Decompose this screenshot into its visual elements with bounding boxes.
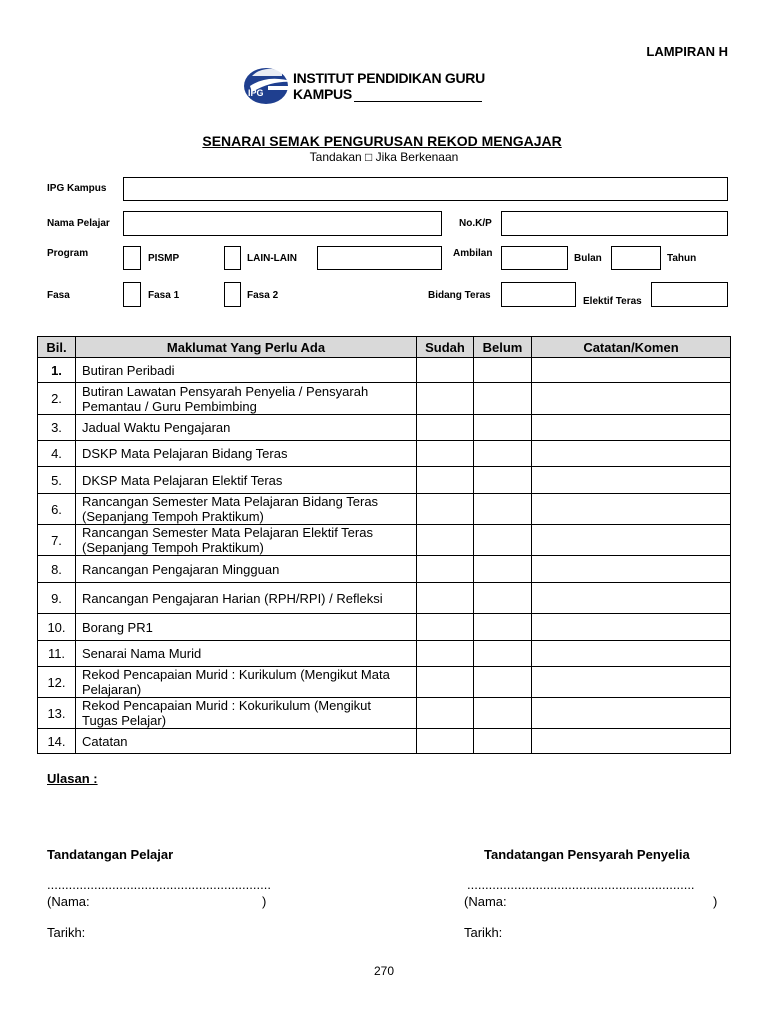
tarikh-penyelia-label: Tarikh: bbox=[464, 925, 503, 940]
row-text: Rancangan Semester Mata Pelajaran Elektif Teras (Sepanjang Tempoh Praktikum) bbox=[76, 525, 417, 556]
table-row bbox=[38, 494, 731, 525]
row-text: Rancangan Semester Mata Pelajaran Bidang Teras (Sepanjang Tempoh Praktikum) bbox=[76, 494, 417, 525]
sudah-cell[interactable] bbox=[417, 441, 474, 467]
nama-pelajar-label: (Nama: bbox=[47, 894, 90, 909]
belum-cell[interactable] bbox=[474, 583, 532, 614]
row-text: DSKP Mata Pelajaran Bidang Teras bbox=[76, 441, 417, 467]
row-text: Borang PR1 bbox=[76, 614, 417, 641]
signature-penyelia-dots[interactable]: ............................................................... bbox=[467, 877, 695, 892]
fasa2-checkbox[interactable] bbox=[224, 282, 241, 307]
catatan-cell[interactable] bbox=[532, 614, 731, 641]
label-nama-pelajar: Nama Pelajar bbox=[47, 218, 110, 229]
table-row bbox=[38, 383, 731, 415]
row-text: Rekod Pencapaian Murid : Kurikulum (Mengikut Mata Pelajaran) bbox=[76, 667, 417, 698]
label-bulan: Bulan bbox=[574, 253, 602, 264]
header-maklumat: Maklumat Yang Perlu Ada bbox=[76, 337, 417, 358]
table-row bbox=[38, 415, 731, 441]
row-number: 7. bbox=[38, 525, 76, 556]
row-text: DKSP Mata Pelajaran Elektif Teras bbox=[76, 467, 417, 494]
row-number: 4. bbox=[38, 441, 76, 467]
table-row bbox=[38, 441, 731, 467]
row-text: Butiran Lawatan Pensyarah Penyelia / Pensyarah Pemantau / Guru Pembimbing bbox=[76, 383, 417, 415]
row-number: 11. bbox=[38, 641, 76, 667]
sudah-cell[interactable] bbox=[417, 583, 474, 614]
row-number: 5. bbox=[38, 467, 76, 494]
label-pismp: PISMP bbox=[148, 253, 180, 264]
sudah-cell[interactable] bbox=[417, 494, 474, 525]
row-number: 10. bbox=[38, 614, 76, 641]
belum-cell[interactable] bbox=[474, 415, 532, 441]
row-number: 12. bbox=[38, 667, 76, 698]
catatan-cell[interactable] bbox=[532, 729, 731, 754]
header-belum: Belum bbox=[474, 337, 532, 358]
belum-cell[interactable] bbox=[474, 667, 532, 698]
kampus-blank[interactable] bbox=[354, 89, 482, 102]
table-row bbox=[38, 698, 731, 729]
label-no-kp: No.K/P bbox=[459, 218, 492, 229]
belum-cell[interactable] bbox=[474, 494, 532, 525]
table-row bbox=[38, 614, 731, 641]
catatan-cell[interactable] bbox=[532, 383, 731, 415]
label-ambilan: Ambilan bbox=[453, 248, 493, 259]
signature-pelajar-dots[interactable]: .............................................................. bbox=[47, 877, 271, 892]
signature-pelajar-title: Tandatangan Pelajar bbox=[47, 847, 174, 862]
belum-cell[interactable] bbox=[474, 614, 532, 641]
catatan-cell[interactable] bbox=[532, 698, 731, 729]
row-number: 14. bbox=[38, 729, 76, 754]
sudah-cell[interactable] bbox=[417, 383, 474, 415]
sudah-cell[interactable] bbox=[417, 698, 474, 729]
label-elektif-teras: Elektif Teras bbox=[583, 296, 642, 307]
table-row bbox=[38, 358, 731, 383]
sudah-cell[interactable] bbox=[417, 641, 474, 667]
table-header-row bbox=[38, 337, 731, 358]
label-bidang-teras: Bidang Teras bbox=[428, 290, 491, 301]
ipg-kampus-field[interactable] bbox=[123, 177, 728, 201]
label-tahun: Tahun bbox=[667, 253, 697, 264]
catatan-cell[interactable] bbox=[532, 415, 731, 441]
kampus-line bbox=[293, 86, 482, 102]
nama-penyelia-close: ) bbox=[713, 894, 718, 909]
bulan-field[interactable] bbox=[611, 246, 661, 270]
label-lain-lain: LAIN-LAIN bbox=[247, 253, 297, 264]
row-number: 1. bbox=[38, 358, 76, 383]
nama-penyelia-label: (Nama: bbox=[464, 894, 507, 909]
row-text: Rancangan Pengajaran Harian (RPH/RPI) / Refleksi bbox=[76, 583, 417, 614]
sudah-cell[interactable] bbox=[417, 614, 474, 641]
catatan-cell[interactable] bbox=[532, 583, 731, 614]
lain-lain-checkbox[interactable] bbox=[224, 246, 241, 270]
table-row bbox=[38, 467, 731, 494]
ambilan-field[interactable] bbox=[501, 246, 568, 270]
belum-cell[interactable] bbox=[474, 525, 532, 556]
kampus-label: KAMPUS bbox=[293, 86, 352, 102]
catatan-cell[interactable] bbox=[532, 441, 731, 467]
ulasan-label: Ulasan : bbox=[47, 771, 98, 786]
label-program: Program bbox=[47, 248, 89, 259]
belum-cell[interactable] bbox=[474, 467, 532, 494]
no-kp-field[interactable] bbox=[501, 211, 728, 236]
pismp-checkbox[interactable] bbox=[123, 246, 141, 270]
row-number: 13. bbox=[38, 698, 76, 729]
row-number: 9. bbox=[38, 583, 76, 614]
fasa1-checkbox[interactable] bbox=[123, 282, 141, 307]
row-number: 3. bbox=[38, 415, 76, 441]
row-text: Rancangan Pengajaran Mingguan bbox=[76, 556, 417, 583]
label-ipg-kampus: IPG Kampus bbox=[47, 183, 107, 194]
nama-pelajar-field[interactable] bbox=[123, 211, 442, 236]
logo-text: IPG bbox=[248, 88, 264, 98]
label-fasa1: Fasa 1 bbox=[148, 290, 180, 301]
header-catatan: Catatan/Komen bbox=[532, 337, 731, 358]
row-number: 6. bbox=[38, 494, 76, 525]
label-fasa2: Fasa 2 bbox=[247, 290, 279, 301]
label-fasa: Fasa bbox=[47, 290, 70, 301]
row-text: Butiran Peribadi bbox=[76, 358, 417, 383]
document-title: SENARAI SEMAK PENGURUSAN REKOD MENGAJAR bbox=[202, 133, 562, 149]
lampiran-label: LAMPIRAN H bbox=[646, 44, 728, 59]
header-bil: Bil. bbox=[38, 337, 76, 358]
belum-cell[interactable] bbox=[474, 729, 532, 754]
tarikh-pelajar-label: Tarikh: bbox=[47, 925, 86, 940]
table-row bbox=[38, 583, 731, 614]
row-text: Jadual Waktu Pengajaran bbox=[76, 415, 417, 441]
catatan-cell[interactable] bbox=[532, 494, 731, 525]
sudah-cell[interactable] bbox=[417, 729, 474, 754]
row-number: 8. bbox=[38, 556, 76, 583]
sudah-cell[interactable] bbox=[417, 358, 474, 383]
sudah-cell[interactable] bbox=[417, 415, 474, 441]
belum-cell[interactable] bbox=[474, 556, 532, 583]
catatan-cell[interactable] bbox=[532, 525, 731, 556]
lain-lain-field[interactable] bbox=[317, 246, 442, 270]
table-row bbox=[38, 641, 731, 667]
institution-name: INSTITUT PENDIDIKAN GURU bbox=[293, 70, 485, 86]
belum-cell[interactable] bbox=[474, 641, 532, 667]
nama-pelajar-close: ) bbox=[262, 894, 267, 909]
bidang-teras-field[interactable] bbox=[501, 282, 576, 307]
catatan-cell[interactable] bbox=[532, 556, 731, 583]
catatan-cell[interactable] bbox=[532, 641, 731, 667]
elektif-teras-field[interactable] bbox=[651, 282, 728, 307]
row-number: 2. bbox=[38, 383, 76, 415]
sudah-cell[interactable] bbox=[417, 556, 474, 583]
belum-cell[interactable] bbox=[474, 383, 532, 415]
signature-penyelia-title: Tandatangan Pensyarah Penyelia bbox=[484, 847, 690, 862]
page-number: 270 bbox=[373, 964, 395, 978]
belum-cell[interactable] bbox=[474, 358, 532, 383]
table-row bbox=[38, 556, 731, 583]
sudah-cell[interactable] bbox=[417, 467, 474, 494]
table-row bbox=[38, 667, 731, 698]
header-sudah: Sudah bbox=[417, 337, 474, 358]
catatan-cell[interactable] bbox=[532, 667, 731, 698]
checklist-table bbox=[37, 336, 731, 754]
row-text: Catatan bbox=[76, 729, 417, 754]
row-text: Rekod Pencapaian Murid : Kokurikulum (Mengikut Tugas Pelajar) bbox=[76, 698, 417, 729]
catatan-cell[interactable] bbox=[532, 358, 731, 383]
sudah-cell[interactable] bbox=[417, 525, 474, 556]
document-subtitle: Tandakan □ Jika Berkenaan bbox=[309, 150, 459, 164]
catatan-cell[interactable] bbox=[532, 467, 731, 494]
belum-cell[interactable] bbox=[474, 441, 532, 467]
row-text: Senarai Nama Murid bbox=[76, 641, 417, 667]
table-row bbox=[38, 729, 731, 754]
sudah-cell[interactable] bbox=[417, 667, 474, 698]
belum-cell[interactable] bbox=[474, 698, 532, 729]
table-row bbox=[38, 525, 731, 556]
